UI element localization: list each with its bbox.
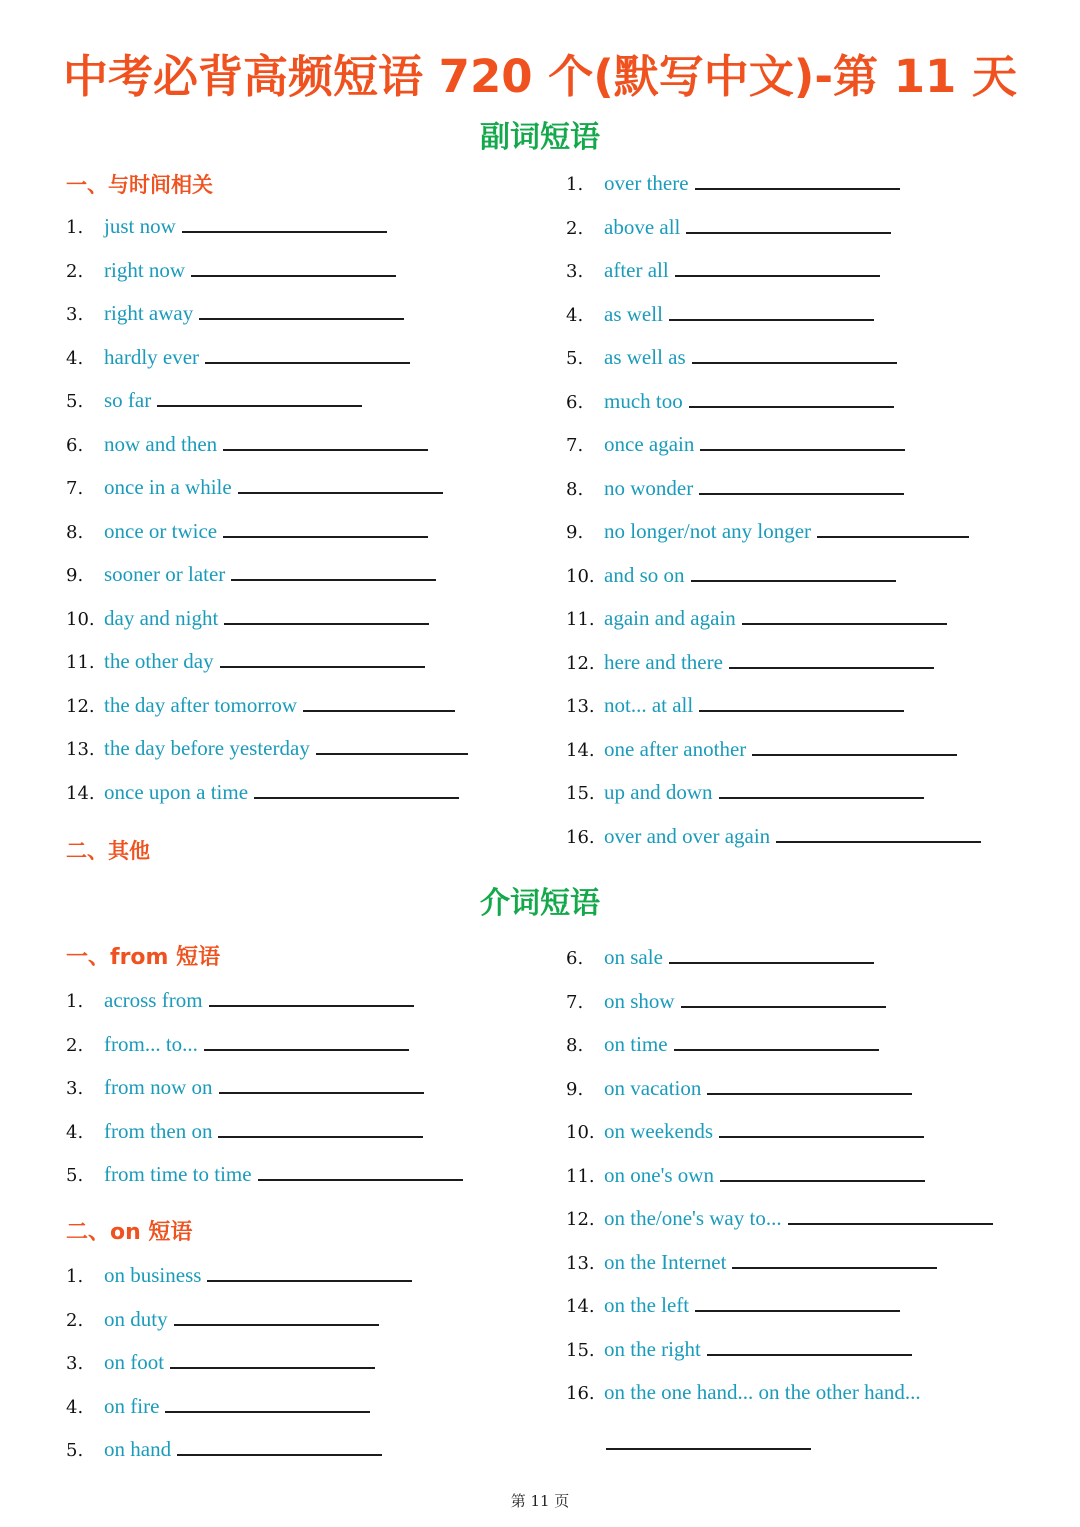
phrase-item: [566, 258, 880, 288]
phrase-item: [566, 945, 874, 975]
english-phrase: over and over again: [604, 823, 771, 848]
english-phrase: the day before yesterday: [104, 736, 310, 760]
english-phrase: right now: [104, 257, 186, 282]
english-phrase: on the right: [604, 1336, 701, 1361]
phrase-item: [66, 780, 459, 810]
english-phrase: much too: [604, 388, 683, 413]
phrase-item: [66, 519, 428, 549]
answer-blank[interactable]: [303, 710, 455, 712]
english-phrase: no longer/not any longer: [604, 519, 812, 543]
english-phrase: from... to...: [104, 1031, 198, 1056]
item-number: 7.: [566, 991, 584, 1013]
answer-blank[interactable]: [157, 405, 362, 407]
answer-blank[interactable]: [231, 579, 436, 581]
answer-blank[interactable]: [700, 449, 905, 451]
answer-blank[interactable]: [223, 449, 428, 451]
phrase-item: [66, 606, 429, 636]
phrase-item: [566, 1380, 921, 1410]
item-number: 16.: [566, 826, 595, 848]
phrase-item: [566, 1250, 937, 1280]
phrase-item: [566, 389, 894, 419]
section-heading-preposition: 介词短语: [480, 886, 600, 921]
phrase-item: [566, 476, 904, 506]
item-number: 6.: [566, 948, 584, 969]
phrase-item: [566, 780, 924, 810]
phrase-item: [66, 301, 404, 331]
english-phrase: once in a while: [104, 475, 232, 499]
item-number: 10.: [66, 608, 95, 630]
english-phrase: again and again: [604, 606, 736, 630]
english-phrase: the day after tomorrow: [104, 692, 298, 717]
item-number: 3.: [66, 1353, 84, 1374]
english-phrase: on weekends: [604, 1119, 714, 1143]
phrase-item: [66, 1394, 370, 1424]
answer-blank[interactable]: [258, 1179, 463, 1181]
answer-blank[interactable]: [223, 536, 428, 538]
answer-blank[interactable]: [699, 710, 904, 712]
answer-blank[interactable]: [191, 275, 396, 277]
item-number: 9.: [566, 1078, 584, 1100]
phrase-item: [566, 432, 905, 462]
item-number: 12.: [566, 652, 595, 674]
english-phrase: over there: [604, 171, 689, 195]
answer-blank[interactable]: [224, 623, 429, 625]
item-number: 9.: [66, 565, 84, 586]
answer-blank[interactable]: [689, 406, 894, 408]
answer-blank[interactable]: [732, 1267, 937, 1269]
phrase-item: [66, 1075, 424, 1105]
english-phrase: on foot: [104, 1350, 165, 1374]
phrase-item: [66, 432, 428, 462]
english-phrase: on the left: [604, 1293, 690, 1317]
english-phrase: hardly ever: [104, 344, 200, 369]
subheading-from: 一、from 短语: [66, 945, 221, 970]
english-phrase: right away: [104, 301, 194, 325]
answer-blank[interactable]: [165, 1411, 370, 1413]
item-number: 3.: [66, 1078, 84, 1099]
phrase-item: [566, 171, 900, 201]
item-number: 6.: [66, 434, 84, 456]
english-phrase: so far: [104, 388, 152, 412]
english-phrase: now and then: [104, 431, 218, 456]
subheading-other: 二、其他: [66, 839, 150, 863]
answer-blank[interactable]: [674, 1049, 879, 1051]
item-number: 16.: [566, 1383, 595, 1404]
answer-blank[interactable]: [788, 1223, 993, 1225]
answer-blank[interactable]: [182, 231, 387, 233]
phrase-item: [566, 650, 934, 680]
phrase-item: [566, 1119, 924, 1149]
item-number: 4.: [566, 304, 584, 326]
phrase-item: [566, 563, 896, 593]
english-phrase: on the/one's way to...: [604, 1206, 782, 1230]
phrase-item: [566, 1293, 900, 1323]
answer-blank[interactable]: [695, 188, 900, 190]
english-phrase: no wonder: [604, 475, 694, 500]
answer-blank[interactable]: [254, 797, 459, 799]
answer-blank[interactable]: [707, 1093, 912, 1095]
page-title: 中考必背高频短语 720 个(默写中文)-第 11 天: [62, 50, 1018, 103]
english-phrase: on hand: [104, 1437, 172, 1461]
section-heading-adverb: 副词短语: [480, 120, 600, 155]
answer-blank[interactable]: [675, 275, 880, 277]
english-phrase: from time to time: [104, 1162, 252, 1186]
answer-blank[interactable]: [199, 318, 404, 320]
phrase-item: [66, 475, 443, 505]
english-phrase: above all: [604, 214, 681, 239]
item-number: 2.: [66, 260, 84, 282]
item-number: 11.: [566, 1165, 595, 1187]
answer-blank[interactable]: [669, 319, 874, 321]
english-phrase: once upon a time: [104, 779, 249, 804]
item-number: 11.: [566, 609, 595, 630]
item-number: 7.: [66, 478, 84, 499]
english-phrase: and so on: [604, 562, 685, 587]
answer-blank[interactable]: [669, 962, 874, 964]
answer-blank[interactable]: [692, 362, 897, 364]
english-phrase: just now: [104, 214, 176, 238]
phrase-item: [566, 1337, 912, 1367]
item-number: 1.: [66, 217, 84, 238]
phrase-item: [566, 989, 886, 1019]
answer-blank[interactable]: [707, 1354, 912, 1356]
answer-blank[interactable]: [681, 1006, 886, 1008]
phrase-item: [566, 1032, 879, 1062]
phrase-item: [566, 302, 874, 332]
item-number: 14.: [566, 1296, 595, 1317]
answer-blank[interactable]: [174, 1324, 379, 1326]
english-phrase: on business: [104, 1263, 202, 1287]
english-phrase: from now on: [104, 1075, 213, 1099]
english-phrase: as well: [604, 301, 663, 326]
english-phrase: not... at all: [604, 693, 694, 717]
phrase-item: [66, 736, 468, 766]
phrase-item: [66, 1119, 423, 1149]
item-number: 5.: [66, 1165, 84, 1186]
item-number: 15.: [566, 783, 595, 804]
phrase-item: [566, 606, 947, 636]
item-number: 10.: [566, 1122, 595, 1143]
item-number: 13.: [566, 696, 595, 717]
answer-blank[interactable]: [316, 753, 468, 755]
answer-blank[interactable]: [729, 667, 934, 669]
english-phrase: up and down: [604, 780, 713, 804]
answer-blank[interactable]: [219, 1092, 424, 1094]
phrase-item: [66, 988, 414, 1018]
item-number: 1.: [66, 1266, 84, 1287]
answer-blank[interactable]: [218, 1136, 423, 1138]
item-number: 13.: [66, 739, 95, 760]
item-number: 2.: [66, 1034, 84, 1056]
phrase-item: [66, 562, 436, 592]
phrase-item: [66, 258, 396, 288]
item-number: 1.: [566, 174, 584, 195]
page-number: 第 11 页: [510, 1492, 570, 1510]
english-phrase: the other day: [104, 649, 214, 673]
english-phrase: on the one hand... on the other hand...: [604, 1380, 921, 1404]
english-phrase: on sale: [604, 945, 663, 969]
item-number: 5.: [66, 391, 84, 412]
item-number: 13.: [566, 1252, 595, 1274]
item-number: 14.: [66, 782, 95, 804]
english-phrase: on vacation: [604, 1075, 702, 1100]
subheading-on: 二、on 短语: [66, 1220, 193, 1245]
item-number: 10.: [566, 565, 595, 587]
phrase-item: [66, 345, 410, 375]
answer-blank[interactable]: [742, 623, 947, 625]
english-phrase: on duty: [104, 1306, 168, 1331]
english-phrase: on the Internet: [604, 1249, 727, 1274]
answer-blank[interactable]: [752, 754, 957, 756]
english-phrase: from then on: [104, 1118, 213, 1143]
answer-blank[interactable]: [606, 1448, 811, 1450]
answer-blank[interactable]: [209, 1005, 414, 1007]
item-number: 14.: [566, 739, 595, 761]
answer-blank[interactable]: [238, 492, 443, 494]
item-number: 12.: [66, 695, 95, 717]
item-number: 4.: [66, 347, 84, 369]
phrase-item: [66, 1162, 463, 1192]
english-phrase: after all: [604, 258, 669, 282]
phrase-item: [566, 215, 891, 245]
item-number: 9.: [566, 522, 584, 543]
english-phrase: once again: [604, 432, 695, 456]
phrase-item: [566, 1076, 912, 1106]
phrase-item: [566, 737, 957, 767]
answer-blank[interactable]: [207, 1280, 412, 1282]
item-number: 2.: [566, 217, 584, 239]
english-phrase: on time: [604, 1032, 668, 1056]
item-number: 11.: [66, 652, 95, 673]
item-number: 4.: [66, 1396, 84, 1418]
phrase-item: [66, 693, 455, 723]
phrase-item: [566, 519, 969, 549]
answer-blank[interactable]: [720, 1180, 925, 1182]
english-phrase: day and night: [104, 605, 219, 630]
item-number: 1.: [66, 991, 84, 1012]
phrase-item: [66, 1437, 382, 1467]
item-number: 6.: [566, 391, 584, 413]
answer-blank[interactable]: [204, 1049, 409, 1051]
subheading-time: 一、与时间相关: [66, 173, 213, 197]
answer-blank[interactable]: [695, 1310, 900, 1312]
answer-blank[interactable]: [177, 1454, 382, 1456]
item-number: 4.: [66, 1121, 84, 1143]
item-number: 7.: [566, 435, 584, 456]
english-phrase: on fire: [104, 1393, 160, 1418]
item-number: 2.: [66, 1309, 84, 1331]
phrase-item: [566, 1163, 925, 1193]
phrase-item: [566, 824, 981, 854]
english-phrase: sooner or later: [104, 562, 226, 586]
phrase-item: [566, 345, 897, 375]
english-phrase: on show: [604, 988, 675, 1013]
answer-blank[interactable]: [699, 493, 904, 495]
english-phrase: one after another: [604, 736, 747, 761]
answer-blank[interactable]: [220, 666, 425, 668]
answer-blank[interactable]: [719, 797, 924, 799]
english-phrase: as well as: [604, 345, 686, 369]
item-number: 8.: [566, 1035, 584, 1056]
phrase-item: [66, 388, 362, 418]
english-phrase: once or twice: [104, 518, 218, 543]
phrase-item: [66, 649, 425, 679]
answer-blank[interactable]: [691, 580, 896, 582]
item-number: 8.: [66, 521, 84, 543]
phrase-item: [66, 1263, 412, 1293]
phrase-item: [66, 1350, 375, 1380]
phrase-item: [566, 1206, 993, 1236]
item-number: 15.: [566, 1339, 595, 1361]
item-number: 3.: [66, 304, 84, 325]
phrase-item: [66, 1307, 379, 1337]
item-number: 3.: [566, 261, 584, 282]
english-phrase: on one's own: [604, 1162, 714, 1187]
english-phrase: here and there: [604, 649, 723, 674]
item-number: 5.: [566, 348, 584, 369]
item-number: 8.: [566, 478, 584, 500]
phrase-item: [66, 1032, 409, 1062]
phrase-item: [566, 693, 904, 723]
answer-blank[interactable]: [719, 1136, 924, 1138]
answer-blank[interactable]: [205, 362, 410, 364]
item-number: 5.: [66, 1440, 84, 1461]
answer-blank[interactable]: [170, 1367, 375, 1369]
english-phrase: across from: [104, 988, 203, 1012]
answer-blank[interactable]: [686, 232, 891, 234]
answer-blank[interactable]: [776, 841, 981, 843]
phrase-item: [66, 214, 387, 244]
answer-blank[interactable]: [817, 536, 969, 538]
item-number: 12.: [566, 1209, 595, 1230]
